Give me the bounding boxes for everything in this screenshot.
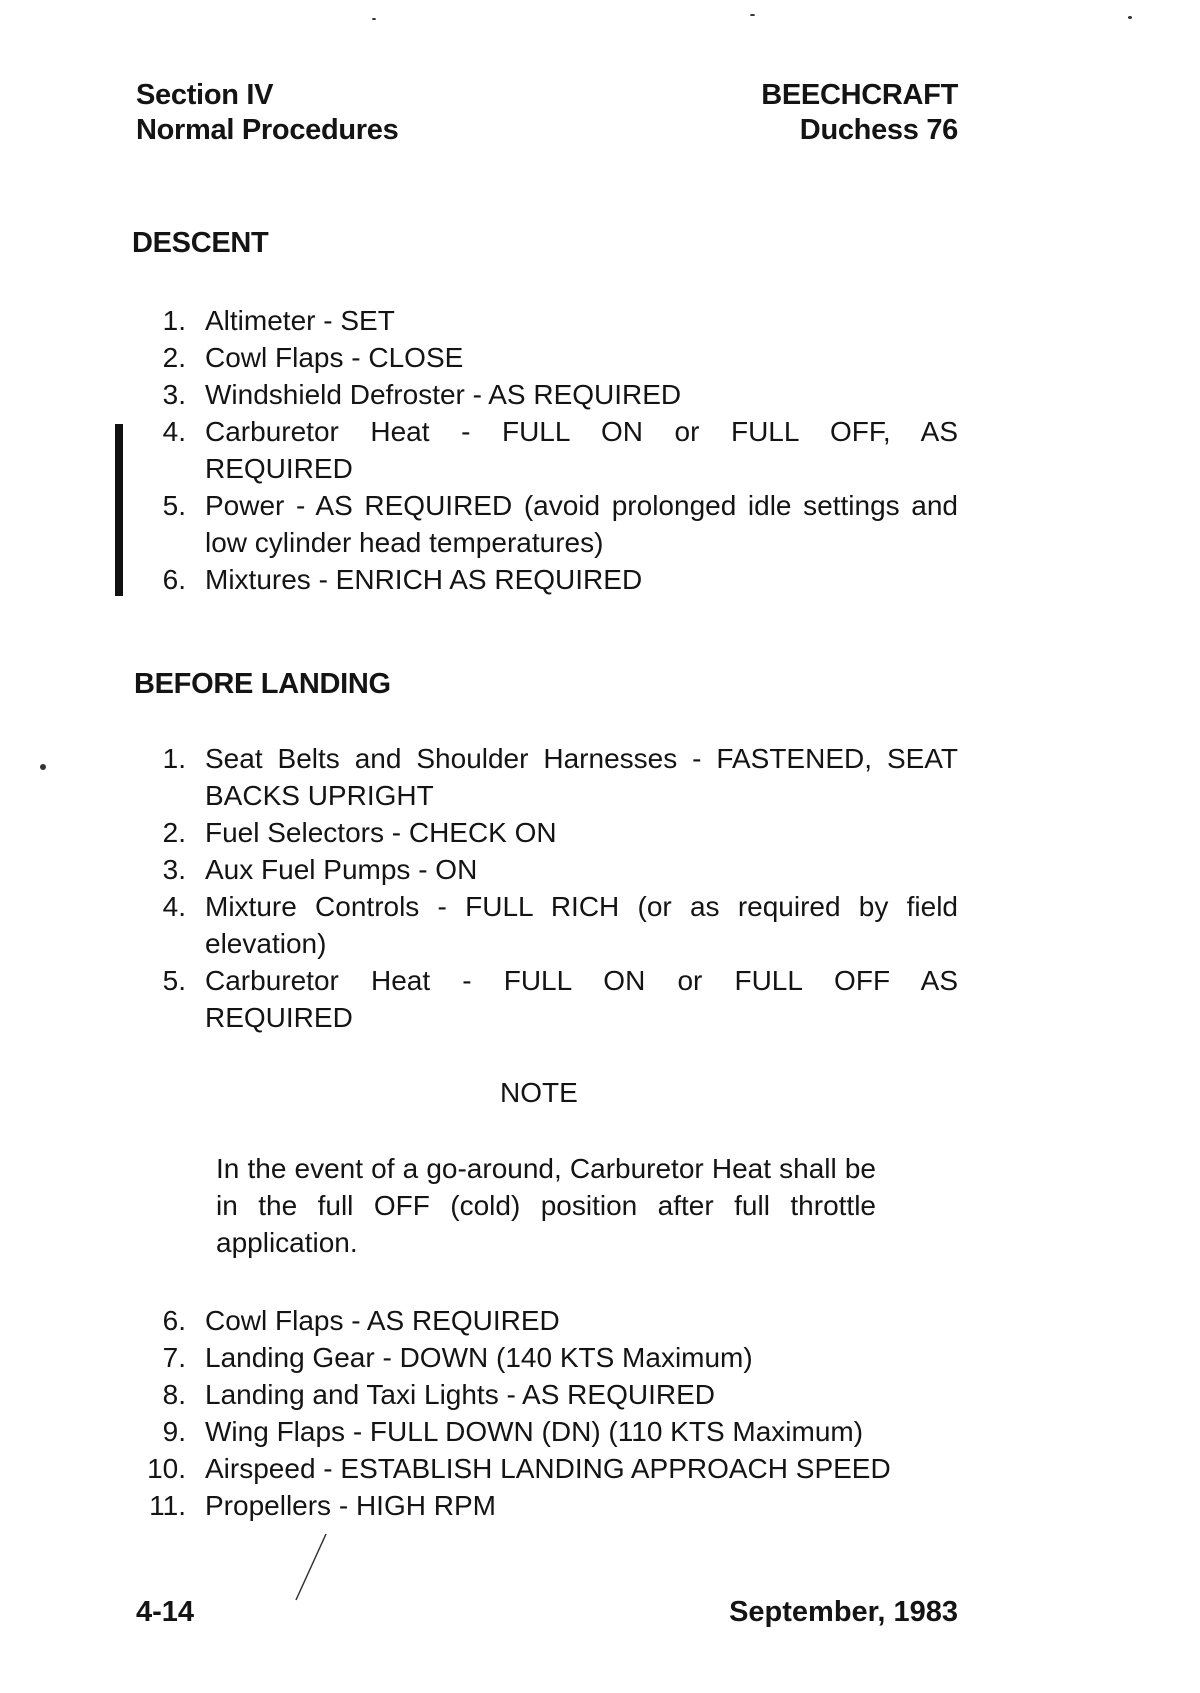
model-label: Duchess 76: [799, 114, 958, 146]
item-number: 2.: [162, 817, 186, 848]
item-text: Cowl Flaps - AS REQUIRED: [205, 1305, 560, 1336]
before-landing-list-continued: [136, 1302, 958, 1524]
page-number: 4-14: [136, 1596, 195, 1628]
list-item: [136, 962, 958, 1036]
item-number: 4.: [162, 891, 186, 922]
item-number: 6.: [162, 564, 186, 595]
revision-change-bar: [115, 424, 123, 596]
scan-speck: [40, 764, 46, 770]
item-text: Airspeed - ESTABLISH LANDING APPROACH SPEED: [205, 1453, 891, 1484]
list-item: [136, 302, 958, 339]
scan-speck: [372, 18, 376, 20]
item-number: 10.: [147, 1453, 186, 1484]
before-landing-heading: BEFORE LANDING: [134, 668, 391, 700]
list-item: [136, 561, 958, 598]
item-text: Landing Gear - DOWN (140 KTS Maximum): [205, 1342, 753, 1373]
subsection-label: Normal Procedures: [136, 114, 399, 146]
descent-list: [136, 302, 958, 598]
item-number: 1.: [162, 305, 186, 336]
item-text: Aux Fuel Pumps - ON: [205, 854, 478, 885]
revision-date: September, 1983: [729, 1596, 958, 1628]
item-text: Altimeter - SET: [205, 305, 395, 336]
item-number: 1.: [162, 743, 186, 774]
list-item: [136, 1413, 958, 1450]
item-text: Carburetor Heat - FULL ON or FULL OFF, AS REQUIRED: [205, 416, 958, 484]
item-number: 7.: [162, 1342, 186, 1373]
pen-mark: [290, 1530, 340, 1610]
list-item: [136, 1376, 958, 1413]
list-item: [136, 1302, 958, 1339]
scan-speck: [750, 14, 755, 16]
descent-heading: DESCENT: [132, 227, 269, 259]
item-number: 2.: [162, 342, 186, 373]
list-item: [136, 888, 958, 962]
list-item: [136, 851, 958, 888]
item-number: 5.: [162, 965, 186, 996]
item-text: Windshield Defroster - AS REQUIRED: [205, 379, 682, 410]
list-item: [136, 1487, 958, 1524]
note-text: In the event of a go-around, Carburetor Heat shall be in the full OFF (cold) position after full throttle application.: [216, 1153, 876, 1258]
list-item: [136, 339, 958, 376]
item-text: Cowl Flaps - CLOSE: [205, 342, 464, 373]
list-item: [136, 1450, 958, 1487]
before-landing-list: [136, 740, 958, 1036]
item-text: Carburetor Heat - FULL ON or FULL OFF AS REQUIRED: [205, 965, 958, 1033]
list-item: [136, 740, 958, 814]
list-item: [136, 1339, 958, 1376]
list-item: [136, 376, 958, 413]
section-label: Section IV: [136, 79, 274, 111]
item-number: 11.: [149, 1490, 186, 1521]
scan-speck: [1128, 16, 1132, 19]
item-text: Mixtures - ENRICH AS REQUIRED: [205, 564, 643, 595]
item-number: 9.: [162, 1416, 186, 1447]
item-text: Power - AS REQUIRED (avoid prolonged idle settings and low cylinder head temperatures): [205, 490, 958, 558]
item-number: 5.: [162, 490, 186, 521]
item-text: Mixture Controls - FULL RICH (or as required by field elevation): [205, 891, 958, 959]
header-left: [136, 78, 398, 148]
item-text: Fuel Selectors - CHECK ON: [205, 817, 557, 848]
list-item: [136, 487, 958, 561]
item-number: 4.: [162, 416, 186, 447]
list-item: [136, 413, 958, 487]
item-number: 3.: [162, 379, 186, 410]
item-number: 8.: [162, 1379, 186, 1410]
item-text: Wing Flaps - FULL DOWN (DN) (110 KTS Maximum): [205, 1416, 864, 1447]
header-right: [660, 78, 958, 148]
item-number: 3.: [162, 854, 186, 885]
item-text: Seat Belts and Shoulder Harnesses - FASTENED, SEAT BACKS UPRIGHT: [205, 743, 958, 811]
brand-label: BEECHCRAFT: [761, 79, 958, 111]
item-number: 6.: [162, 1305, 186, 1336]
note-heading: NOTE: [500, 1077, 578, 1108]
item-text: Landing and Taxi Lights - AS REQUIRED: [205, 1379, 715, 1410]
list-item: [136, 814, 958, 851]
item-text: Propellers - HIGH RPM: [205, 1490, 496, 1521]
